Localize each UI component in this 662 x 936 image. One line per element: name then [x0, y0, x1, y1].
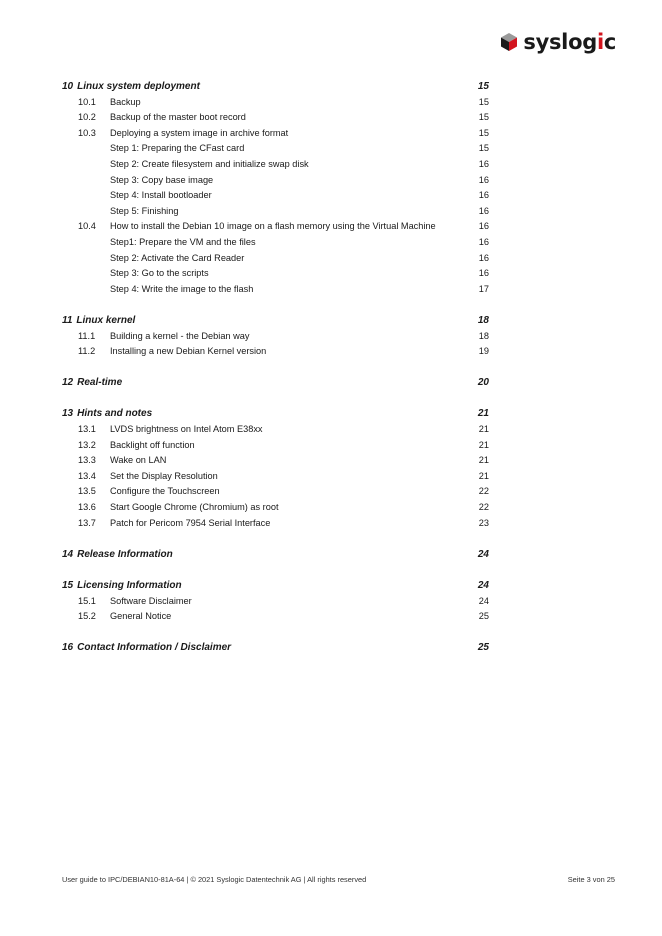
toc-number: 11.1 [78, 330, 96, 341]
toc-number: 15 [62, 580, 74, 591]
toc-page-number: 19 [478, 346, 489, 357]
toc-number: 13.5 [78, 486, 96, 497]
toc-chapter[interactable] [62, 313, 489, 329]
toc-page-number: 16 [478, 252, 489, 263]
toc-section[interactable] [62, 594, 489, 610]
toc-number: 13.6 [78, 502, 96, 513]
toc-step[interactable] [62, 188, 489, 204]
toc-page-number: 25 [478, 611, 489, 622]
toc-section[interactable] [62, 95, 489, 111]
toc-number: 13 [62, 408, 74, 420]
toc-page-number: 15 [477, 81, 489, 92]
toc-title: Release Information [77, 548, 173, 560]
toc-title: Configure the Touchscreen [110, 486, 220, 497]
toc-number: 10.4 [78, 221, 96, 232]
toc-title: Patch for Pericom 7954 Serial Interface [110, 517, 271, 528]
toc-number: 10.2 [78, 112, 96, 123]
toc-page-number: 24 [478, 595, 489, 606]
toc-page-number: 24 [477, 548, 489, 560]
toc-page-number: 16 [478, 236, 489, 247]
toc-number: 10 [62, 81, 74, 92]
toc-number: 13.2 [78, 439, 96, 450]
toc-page-number: 21 [478, 455, 489, 466]
toc-section[interactable] [62, 438, 489, 454]
logo-text-main: syslog [523, 30, 597, 54]
toc-section[interactable] [62, 500, 489, 516]
toc-number: 15.2 [78, 611, 96, 622]
toc-title: Backup [110, 96, 141, 107]
toc-title: Deploying a system image in archive format [110, 127, 289, 138]
toc-title: Licensing Information [77, 580, 182, 591]
toc-page-number: 16 [478, 268, 489, 279]
toc-page-number: 15 [478, 112, 489, 123]
toc-page-number: 16 [478, 190, 489, 201]
toc-title: Linux kernel [76, 314, 136, 326]
toc-title: Step 4: Install bootloader [110, 190, 212, 201]
toc-title: Linux system deployment [77, 81, 200, 92]
toc-title: How to install the Debian 10 image on a flash memory using the Virtual Machine [110, 221, 436, 232]
toc-section[interactable] [62, 110, 489, 126]
table-of-contents [62, 79, 489, 656]
toc-title: Backlight off function [110, 439, 195, 450]
toc-number: 13.3 [78, 455, 96, 466]
toc-section[interactable] [62, 484, 489, 500]
toc-step[interactable] [62, 251, 489, 267]
toc-page-number: 15 [478, 127, 489, 138]
toc-section[interactable] [62, 609, 489, 625]
toc-title: Building a kernel - the Debian way [110, 330, 250, 341]
toc-title: Installing a new Debian Kernel version [110, 346, 267, 357]
toc-number: 10.3 [78, 127, 96, 138]
toc-page-number: 24 [477, 580, 489, 591]
toc-page-number: 20 [477, 377, 489, 389]
toc-number: 15.1 [78, 595, 96, 606]
toc-step[interactable] [62, 266, 489, 282]
page-number: Seite 3 von 25 [567, 875, 615, 884]
toc-section[interactable] [62, 344, 489, 360]
toc-number: 11.2 [78, 346, 96, 357]
toc-title: Backup of the master boot record [110, 112, 246, 123]
toc-number: 10.1 [78, 96, 96, 107]
toc-title: General Notice [110, 611, 172, 622]
toc-chapter[interactable] [62, 79, 489, 95]
toc-title: LVDS brightness on Intel Atom E38xx [110, 424, 263, 435]
toc-chapter[interactable] [62, 406, 489, 422]
toc-chapter[interactable] [62, 640, 489, 656]
cube-logo-icon [500, 32, 518, 52]
toc-title: Contact Information / Disclaimer [77, 642, 232, 654]
toc-title: Step1: Prepare the VM and the files [110, 236, 256, 247]
toc-page-number: 22 [478, 486, 489, 497]
toc-step[interactable] [62, 282, 489, 298]
toc-section[interactable] [62, 329, 489, 345]
toc-page-number: 21 [478, 439, 489, 450]
logo-text-accent: i [596, 30, 604, 54]
toc-number: 13.1 [78, 424, 96, 435]
toc-step[interactable] [62, 141, 489, 157]
toc-title: Step 4: Write the image to the flash [110, 283, 254, 294]
toc-chapter[interactable] [62, 375, 489, 391]
toc-section[interactable] [62, 219, 489, 235]
toc-page-number: 18 [478, 330, 489, 341]
toc-section[interactable] [62, 516, 489, 532]
toc-section[interactable] [62, 126, 489, 142]
toc-step[interactable] [62, 235, 489, 251]
toc-number: 13.4 [78, 470, 96, 481]
toc-page-number: 16 [478, 205, 489, 216]
toc-page-number: 22 [478, 502, 489, 513]
toc-section[interactable] [62, 422, 489, 438]
toc-page-number: 15 [478, 96, 489, 107]
toc-number: 12 [62, 377, 74, 389]
toc-section[interactable] [62, 453, 489, 469]
toc-page-number: 21 [478, 424, 489, 435]
toc-title: Step 2: Activate the Card Reader [110, 252, 245, 263]
toc-page-number: 16 [478, 174, 489, 185]
toc-title: Step 3: Go to the scripts [110, 268, 209, 279]
toc-page-number: 17 [478, 283, 489, 294]
toc-page-number: 23 [478, 517, 489, 528]
toc-section[interactable] [62, 469, 489, 485]
toc-chapter[interactable] [62, 578, 489, 594]
toc-step[interactable] [62, 204, 489, 220]
toc-number: 13.7 [78, 517, 96, 528]
toc-number: 16 [62, 642, 74, 654]
toc-page-number: 18 [477, 314, 489, 326]
toc-page-number: 21 [477, 408, 489, 420]
toc-title: Wake on LAN [110, 455, 167, 466]
toc-title: Set the Display Resolution [110, 470, 218, 481]
logo-wordmark [523, 32, 616, 52]
toc-page-number: 16 [478, 221, 489, 232]
toc-chapter[interactable] [62, 547, 489, 563]
toc-title: Real-time [77, 377, 123, 389]
toc-number: 14 [62, 548, 74, 560]
toc-title: Step 5: Finishing [110, 205, 179, 216]
toc-page-number: 25 [477, 642, 489, 654]
company-logo [500, 32, 616, 52]
toc-page-number: 16 [478, 158, 489, 169]
footer-copyright: User guide to IPC/DEBIAN10-81A-64 | © 2021 Syslogic Datentechnik AG | All rights reserved [62, 875, 367, 884]
toc-step[interactable] [62, 157, 489, 173]
toc-title: Software Disclaimer [110, 595, 192, 606]
toc-title: Step 2: Create filesystem and initialize swap disk [110, 158, 309, 169]
toc-page-number: 15 [478, 143, 489, 154]
toc-title: Step 3: Copy base image [110, 174, 214, 185]
toc-step[interactable] [62, 173, 489, 189]
toc-title: Start Google Chrome (Chromium) as root [110, 502, 279, 513]
logo-text-end: c [603, 30, 616, 54]
toc-title: Step 1: Preparing the CFast card [110, 143, 245, 154]
toc-page-number: 21 [478, 470, 489, 481]
page-footer [62, 875, 615, 884]
toc-title: Hints and notes [77, 408, 153, 420]
toc-number: 11 [62, 314, 73, 326]
